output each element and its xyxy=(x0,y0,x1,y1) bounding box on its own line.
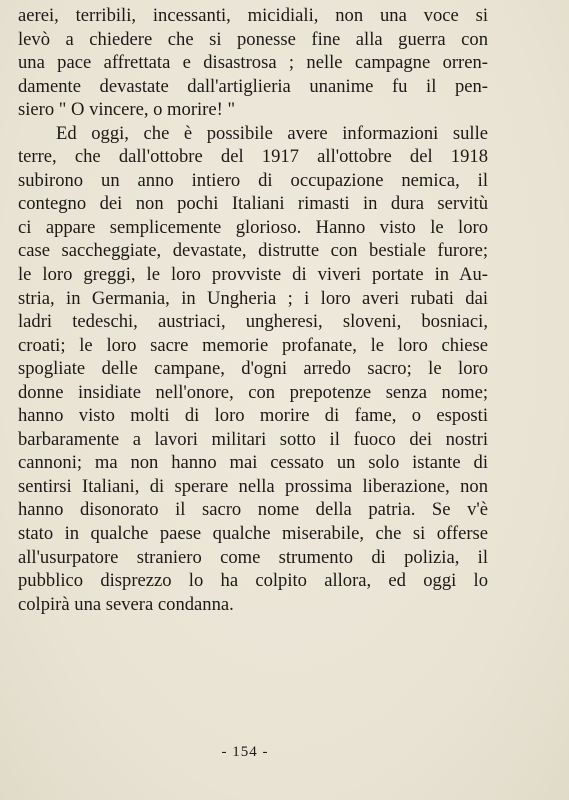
text-line: stato in qualche paese qualche miserabile, che si offerse xyxy=(18,523,488,545)
text-line: subirono un anno intiero di occupazione nemica, il xyxy=(18,169,488,191)
text-line: stria, in Germania, in Ungheria ; i loro averi rubati dai xyxy=(18,287,488,309)
text-line: pubblico disprezzo lo ha colpito allora, ed oggi lo xyxy=(18,570,488,592)
text-line: le loro greggi, le loro provviste di viveri portate in Au- xyxy=(18,264,488,286)
text-line: Ed oggi, che è possibile avere informazioni sulle xyxy=(56,122,488,144)
text-line: all'usurpatore straniero come strumento di polizia, il xyxy=(18,546,488,568)
text-line: ladri tedeschi, austriaci, ungheresi, sloveni, bosniaci, xyxy=(18,311,488,333)
text-line: sentirsi Italiani, di sperare nella prossima liberazione, non xyxy=(18,475,488,497)
text-line: ci appare semplicemente glorioso. Hanno visto le loro xyxy=(18,216,488,238)
text-line: una pace affrettata e disastrosa ; nelle campagne orren- xyxy=(18,52,488,74)
text-line: damente devastate dall'artiglieria unanime fu il pen- xyxy=(18,75,488,97)
text-line: barbaramente a lavori militari sotto il fuoco dei nostri xyxy=(18,428,488,450)
text-line: contegno dei non pochi Italiani rimasti in dura servitù xyxy=(18,193,488,215)
text-line: terre, che dall'ottobre del 1917 all'ottobre del 1918 xyxy=(18,146,488,168)
text-line: donne insidiate nell'onore, con prepotenze senza nome; xyxy=(18,381,488,403)
text-line: siero " O vincere, o morire! " xyxy=(18,99,236,121)
body-text xyxy=(18,4,488,616)
text-line: hanno visto molti di loro morire di fame, o esposti xyxy=(18,405,488,427)
text-line: aerei, terribili, incessanti, micidiali, non una voce si xyxy=(18,5,488,26)
page-number: - 154 - xyxy=(221,744,269,760)
text-line: spogliate delle campane, d'ogni arredo sacro; le loro xyxy=(18,358,488,380)
text-line: cannoni; ma non hanno mai cessato un solo istante di xyxy=(18,452,488,474)
text-line: case saccheggiate, devastate, distrutte con bestiale furore; xyxy=(18,240,488,262)
text-line: levò a chiedere che si ponesse fine alla guerra con xyxy=(18,28,488,50)
text-line: croati; le loro sacre memorie profanate, le loro chiese xyxy=(18,334,488,356)
text-line: colpirà una severa condanna. xyxy=(18,593,234,615)
text-line: hanno disonorato il sacro nome della patria. Se v'è xyxy=(18,499,488,521)
